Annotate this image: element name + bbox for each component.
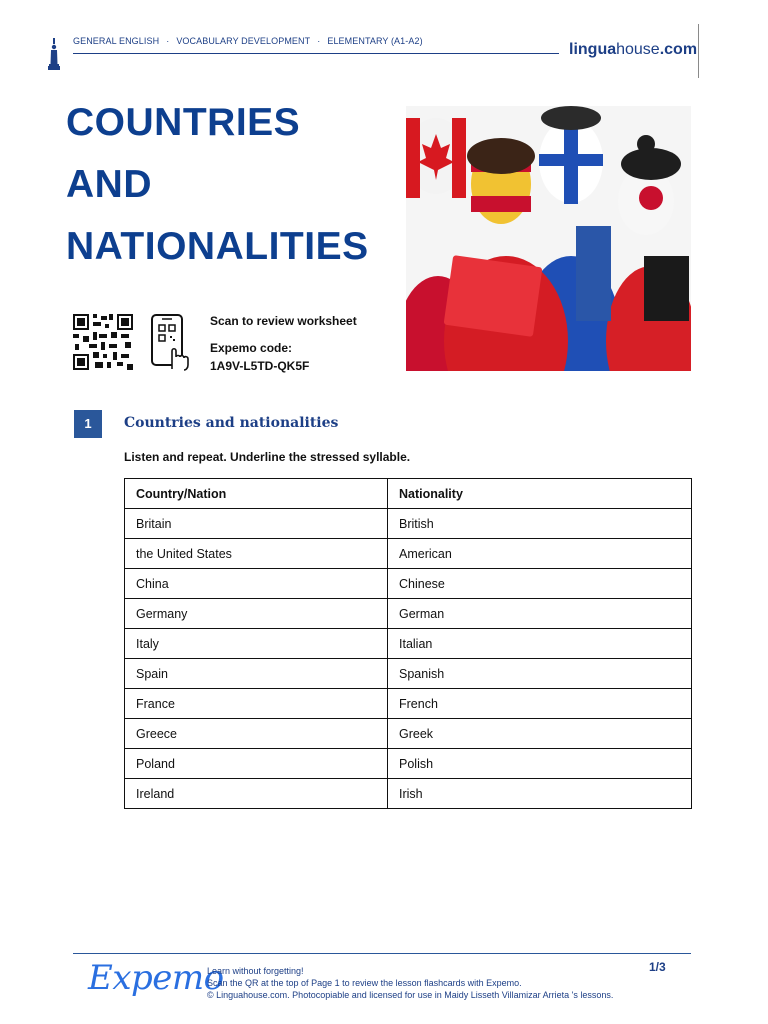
nationality-cell: British (388, 509, 692, 539)
expemo-code-value: 1A9V-L5TD-QK5F (210, 359, 310, 373)
brand-part-com: .com (659, 41, 698, 58)
nationality-cell: Greek (388, 719, 692, 749)
table-row (125, 779, 692, 809)
table-row (125, 509, 692, 539)
country-cell: Poland (125, 749, 388, 779)
title-line-1: COUNTRIES (66, 101, 301, 144)
table-row (125, 749, 692, 779)
breadcrumb-separator: · (166, 36, 170, 46)
country-cell: Greece (125, 719, 388, 749)
brand-part-house: house (616, 41, 660, 58)
page-title (66, 92, 396, 278)
footer-notice (207, 965, 613, 1001)
nationality-cell: Spanish (388, 659, 692, 689)
exercise-instruction: Listen and repeat. Underline the stressed syllable. (124, 450, 411, 464)
nationality-cell: French (388, 689, 692, 719)
expemo-code-label: Expemo code: (210, 341, 293, 355)
country-cell: the United States (125, 539, 388, 569)
table-row (125, 689, 692, 719)
footer-copyright: © Linguahouse.com. Photocopiable and licensed for use in Maidy Lisseth Villamizar Arrieta 's lessons. (207, 990, 614, 1000)
breadcrumb-item-vocabulary-development: VOCABULARY DEVELOPMENT (176, 36, 311, 46)
table-row (125, 569, 692, 599)
table-header-row (125, 479, 692, 509)
footer-scan-instruction: Scan the QR at the top of Page 1 to review the lesson flashcards with Expemo. (207, 978, 522, 988)
section-number-badge: 1 (74, 410, 102, 438)
column-header-country: Country/Nation (125, 479, 388, 509)
section-title: Countries and nationalities (124, 415, 339, 431)
breadcrumb-separator: · (317, 36, 321, 46)
country-cell: Britain (125, 509, 388, 539)
table-row (125, 599, 692, 629)
qr-code-icon (73, 314, 133, 370)
title-line-3: NATIONALITIES (66, 225, 369, 268)
table-row (125, 629, 692, 659)
country-cell: Spain (125, 659, 388, 689)
expemo-scan-info (210, 312, 357, 375)
nationality-cell: Italian (388, 629, 692, 659)
students-flag-faces-photo (406, 106, 691, 371)
breadcrumb-item-level: ELEMENTARY (A1-A2) (327, 36, 423, 46)
title-line-2: AND (66, 163, 152, 206)
nationality-cell: Chinese (388, 569, 692, 599)
nationality-cell: American (388, 539, 692, 569)
nationality-cell: Irish (388, 779, 692, 809)
breadcrumb (73, 36, 423, 46)
nationality-cell: Polish (388, 749, 692, 779)
countries-nationalities-table (124, 478, 692, 809)
nationality-cell: German (388, 599, 692, 629)
footer-tagline: Learn without forgetting! (207, 966, 304, 976)
table-row (125, 659, 692, 689)
statue-of-liberty-icon (48, 38, 60, 70)
breadcrumb-item-general-english: GENERAL ENGLISH (73, 36, 160, 46)
expemo-logo: Expemo (88, 958, 224, 998)
country-cell: China (125, 569, 388, 599)
scan-label: Scan to review worksheet (210, 314, 357, 328)
country-cell: Germany (125, 599, 388, 629)
phone-scan-icon (150, 313, 192, 371)
column-header-nationality: Nationality (388, 479, 692, 509)
table-row (125, 539, 692, 569)
header-divider (73, 53, 559, 54)
country-cell: France (125, 689, 388, 719)
country-cell: Italy (125, 629, 388, 659)
page-number: 1/3 (649, 960, 666, 974)
brand-divider (698, 24, 699, 78)
table-row (125, 719, 692, 749)
brand-part-lingua: lingua (569, 41, 617, 58)
country-cell: Ireland (125, 779, 388, 809)
linguahouse-logo (569, 41, 697, 59)
footer-divider (73, 953, 691, 954)
